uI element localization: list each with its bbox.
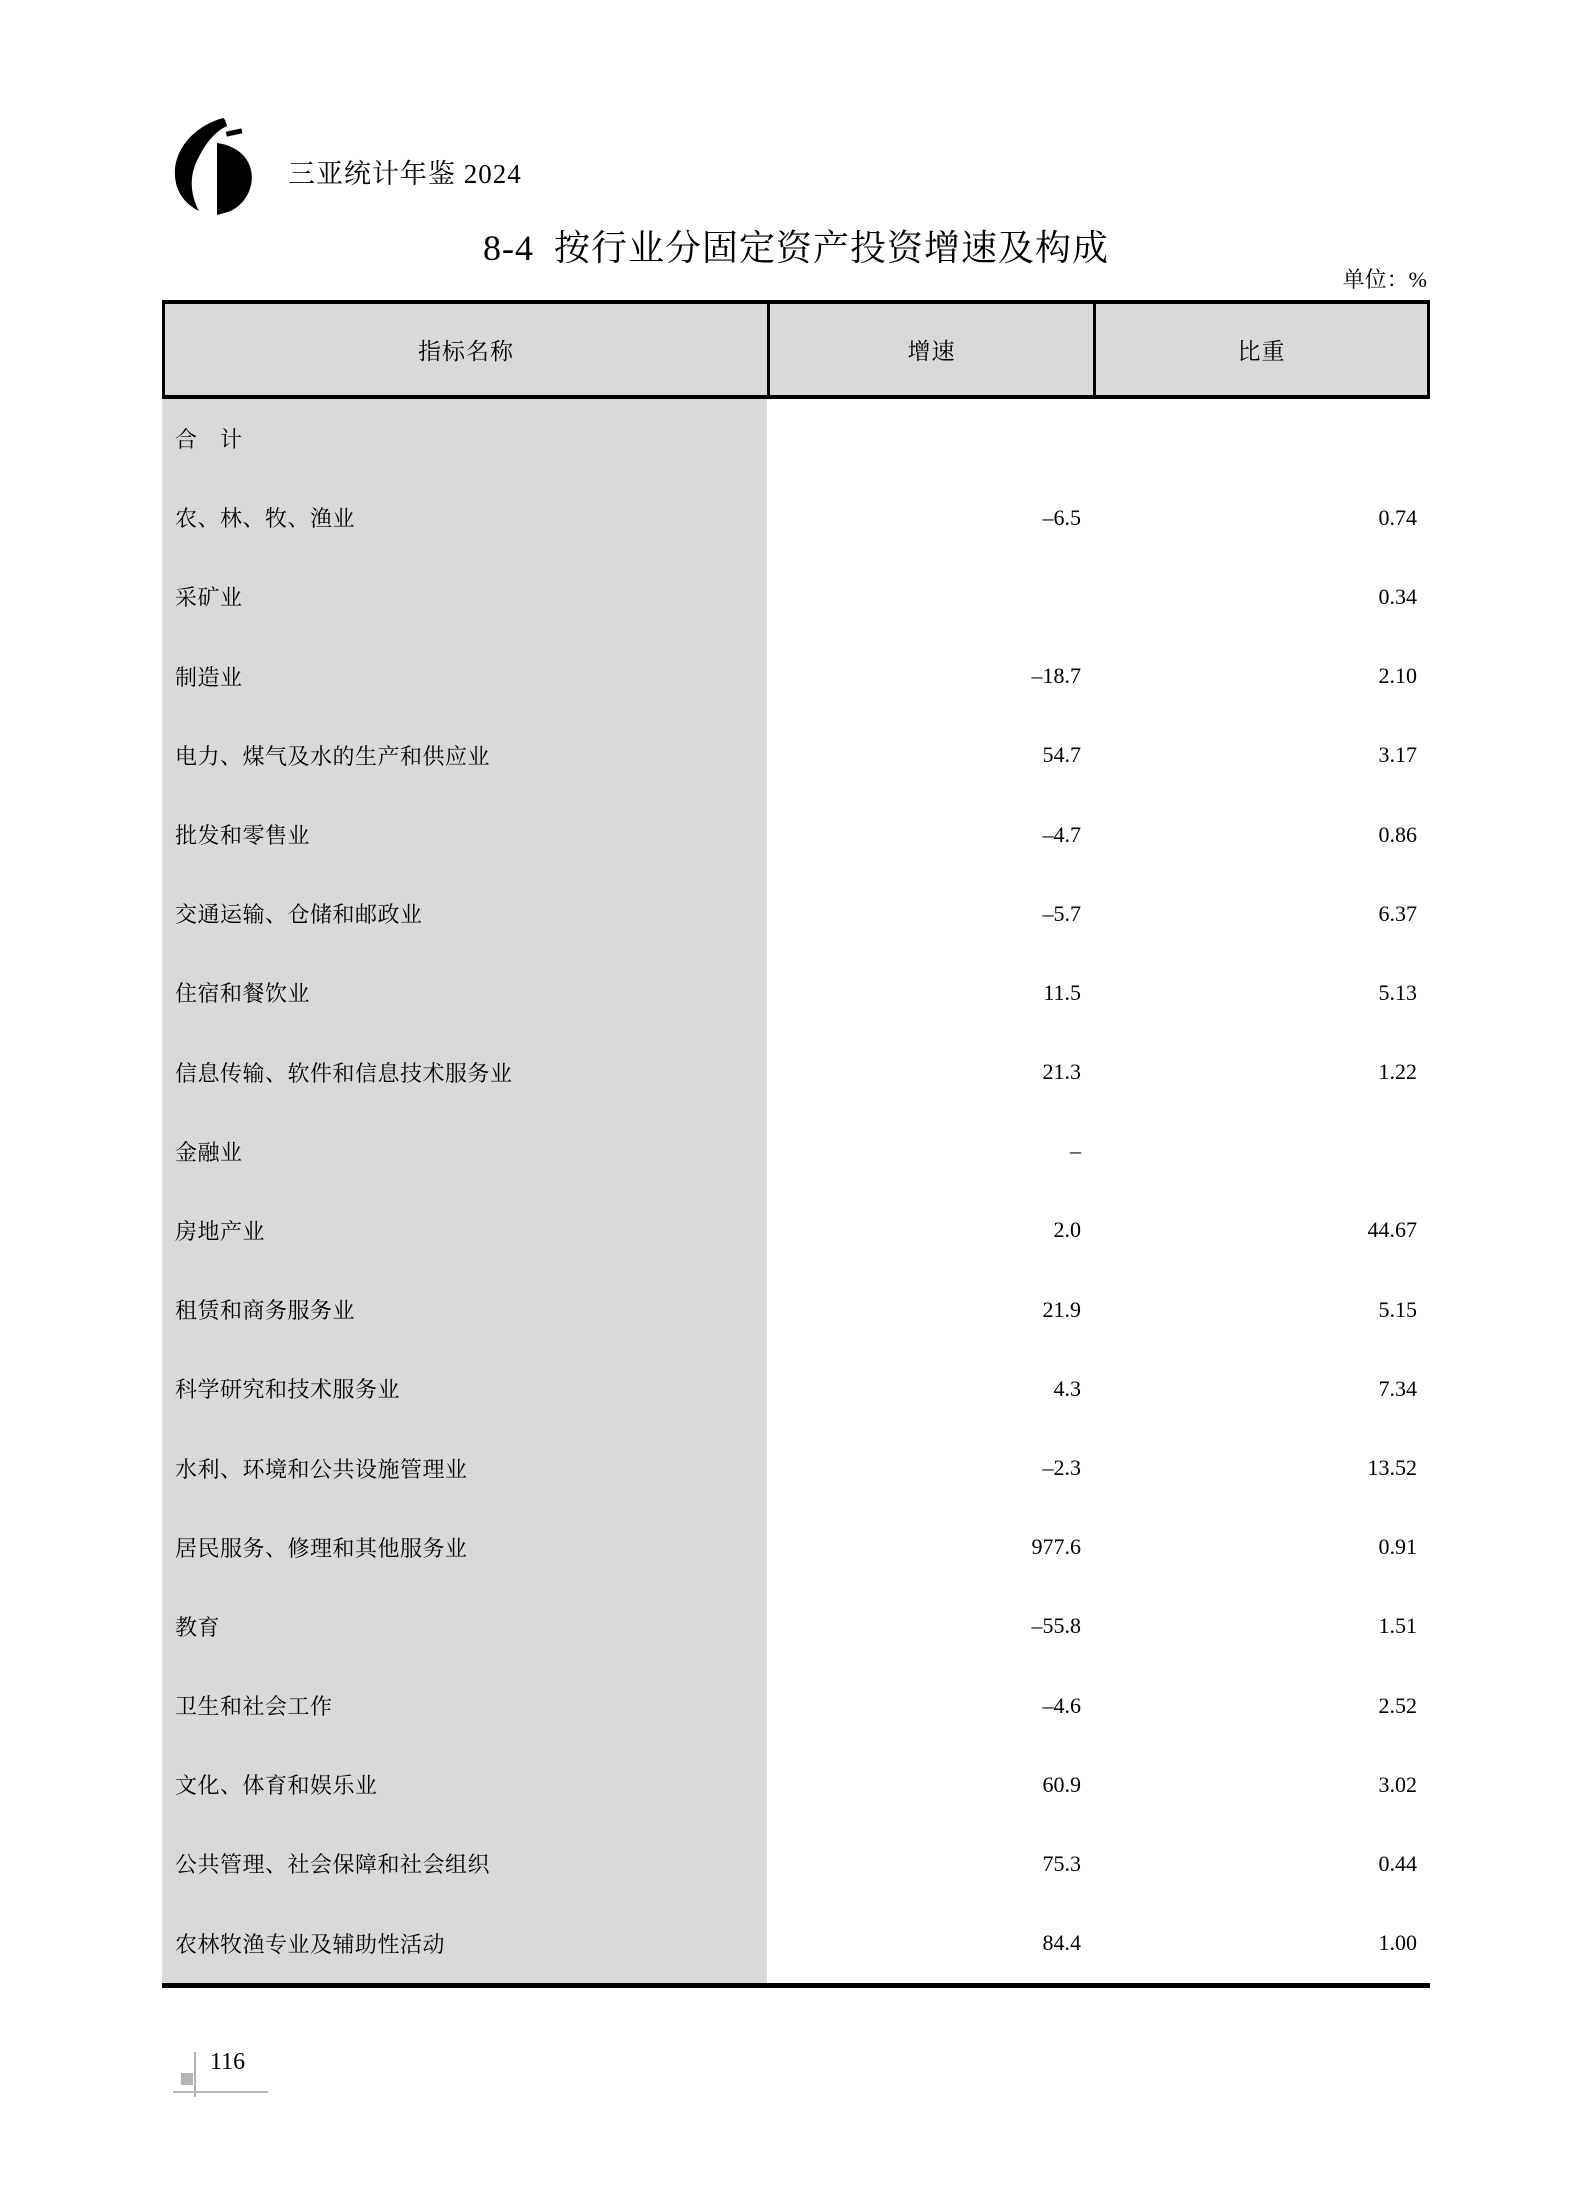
table-row [162,874,1430,953]
row-share-value: 2.10 [1378,663,1417,689]
table-row [162,795,1430,874]
table-row [162,1904,1430,1983]
row-growth-value: 977.6 [1031,1534,1081,1560]
row-indicator-label: 文化、体育和娱乐业 [162,1745,767,1824]
row-growth-value: 75.3 [1042,1850,1081,1876]
row-growth-value: 4.3 [1053,1375,1081,1401]
table-row [162,1428,1430,1507]
row-growth-value: –4.6 [1042,1692,1081,1718]
row-growth-value: 84.4 [1042,1930,1081,1956]
row-share-value: 0.74 [1378,504,1417,530]
row-indicator-label: 公共管理、社会保障和社会组织 [162,1824,767,1903]
row-share-value: 0.34 [1378,583,1417,609]
row-indicator-label: 合 计 [162,399,767,478]
row-growth-value [767,557,1093,636]
row-share-value: 3.17 [1378,742,1417,768]
table-row [162,1824,1430,1903]
row-growth-value: 11.5 [1043,979,1081,1005]
row-share-value: 1.00 [1378,1930,1417,1956]
page-title: 8-4 按行业分固定资产投资增速及构成 [483,228,1109,268]
table-row [162,399,1430,478]
row-indicator-label: 农、林、牧、渔业 [162,478,767,557]
row-growth-value: –5.7 [1042,900,1081,926]
row-share-value: 1.51 [1378,1613,1417,1639]
table-row [162,1745,1430,1824]
row-indicator-label: 金融业 [162,1112,767,1191]
yearbook-title: 三亚统计年鉴 2024 [288,159,522,189]
row-share-value: 0.91 [1378,1534,1417,1560]
column-header-share: 比重 [1093,304,1427,395]
row-share-value: 1.22 [1378,1059,1417,1085]
row-growth-value: 2.0 [1053,1217,1081,1243]
table-row [162,557,1430,636]
table-body [162,399,1430,1988]
table-row [162,716,1430,795]
row-share-value: 6.37 [1378,900,1417,926]
table-row [162,1508,1430,1587]
row-share-value: 44.67 [1367,1217,1417,1243]
row-indicator-label: 科学研究和技术服务业 [162,1349,767,1428]
table-row [162,1349,1430,1428]
row-growth-value: 54.7 [1042,742,1081,768]
row-growth-value: –4.7 [1042,821,1081,847]
investment-table [162,300,1430,1988]
column-header-growth: 增速 [767,304,1093,395]
row-growth-value: –55.8 [1031,1613,1081,1639]
row-indicator-label: 卫生和社会工作 [162,1666,767,1745]
row-indicator-label: 住宿和餐饮业 [162,953,767,1032]
row-share-value [1093,399,1430,478]
column-header-indicator: 指标名称 [418,339,514,364]
row-growth-value: – [1070,1138,1081,1164]
row-growth-value: 21.9 [1042,1296,1081,1322]
row-indicator-label: 信息传输、软件和信息技术服务业 [162,1033,767,1112]
table-header-row [162,300,1430,399]
row-indicator-label: 农林牧渔专业及辅助性活动 [162,1904,767,1983]
table-row [162,1587,1430,1666]
row-indicator-label: 教育 [162,1587,767,1666]
row-indicator-label: 电力、煤气及水的生产和供应业 [162,716,767,795]
table-row [162,1112,1430,1191]
table-row [162,1666,1430,1745]
page-number: 116 [210,2049,246,2075]
table-row [162,1270,1430,1349]
yearbook-logo-icon [170,116,260,216]
row-share-value: 3.02 [1378,1771,1417,1797]
row-growth-value: –6.5 [1042,504,1081,530]
row-growth-value: 60.9 [1042,1771,1081,1797]
row-share-value: 0.44 [1378,1850,1417,1876]
row-indicator-label: 批发和零售业 [162,795,767,874]
row-indicator-label: 租赁和商务服务业 [162,1270,767,1349]
row-share-value: 5.15 [1378,1296,1417,1322]
row-share-value: 2.52 [1378,1692,1417,1718]
row-growth-value [767,399,1093,478]
row-indicator-label: 房地产业 [162,1191,767,1270]
row-growth-value: 21.3 [1042,1059,1081,1085]
row-growth-value: –18.7 [1031,663,1081,689]
row-share-value [1093,1112,1430,1191]
unit-label: 单位：% [1342,267,1427,292]
row-indicator-label: 居民服务、修理和其他服务业 [162,1508,767,1587]
table-row [162,478,1430,557]
row-share-value: 13.52 [1367,1455,1417,1481]
table-row [162,1033,1430,1112]
footer-horizontal-rule [173,2091,268,2093]
table-row [162,637,1430,716]
row-share-value: 0.86 [1378,821,1417,847]
row-share-value: 7.34 [1378,1375,1417,1401]
footer-square-mark [181,2073,193,2085]
row-indicator-label: 采矿业 [162,557,767,636]
table-row [162,1191,1430,1270]
table-row [162,953,1430,1032]
row-indicator-label: 制造业 [162,637,767,716]
row-share-value: 5.13 [1378,979,1417,1005]
row-indicator-label: 水利、环境和公共设施管理业 [162,1428,767,1507]
row-growth-value: –2.3 [1042,1455,1081,1481]
row-indicator-label: 交通运输、仓储和邮政业 [162,874,767,953]
